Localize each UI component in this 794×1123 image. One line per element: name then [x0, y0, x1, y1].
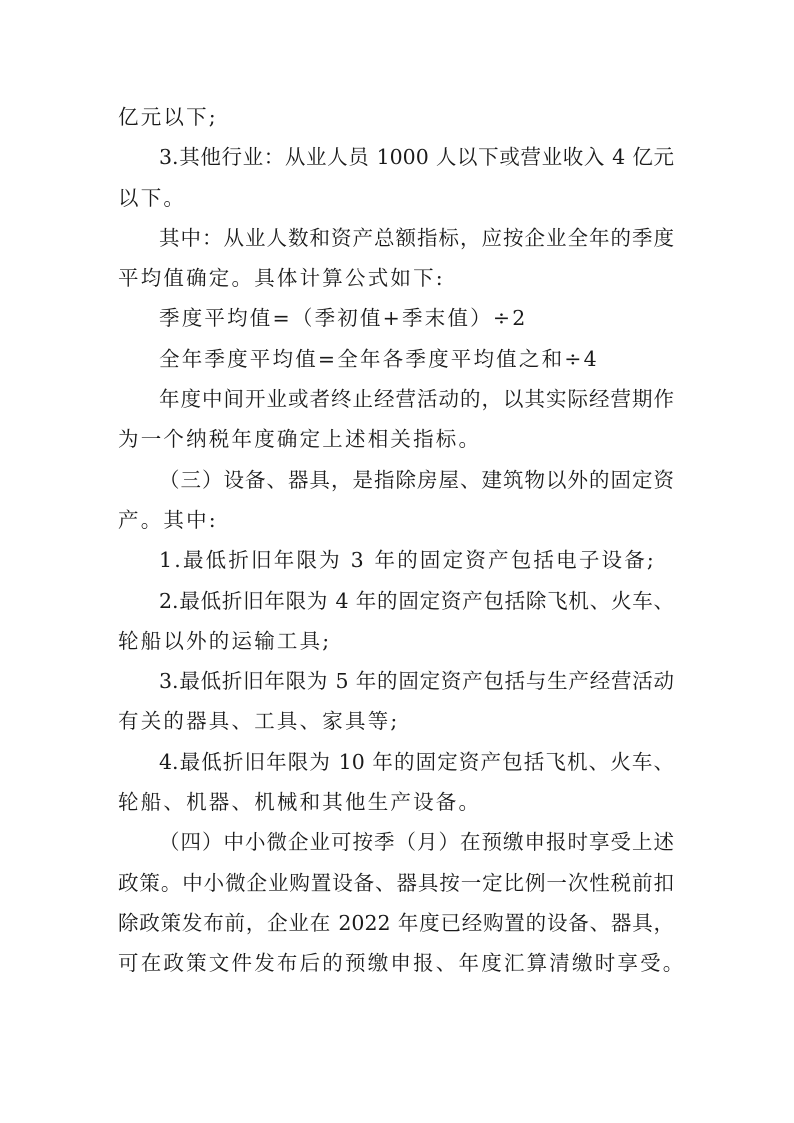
text-line: 其中：从业人数和资产总额指标，应按企业全年的季度	[159, 225, 674, 250]
text-line: 产。其中:	[118, 507, 218, 532]
formula-line: 季度平均值=（季初值+季末值）÷2	[159, 306, 528, 331]
text-line: 以下。	[118, 185, 187, 210]
text-line: 平均值确定。具体计算公式如下:	[118, 266, 445, 291]
section-heading-line: （三）设备、器具，是指除房屋、建筑物以外的固定资	[159, 467, 674, 492]
formula-line: 全年季度平均值=全年各季度平均值之和÷4	[159, 346, 599, 371]
document-page	[118, 100, 686, 987]
list-item-line: 3.最低折旧年限为 5 年的固定资产包括与生产经营活动	[159, 669, 674, 694]
section-heading-line: （四）中小微企业可按季（月）在预缴申报时享受上述	[159, 830, 674, 855]
list-item-line: 4.最低折旧年限为 10 年的固定资产包括飞机、火车、	[159, 749, 674, 774]
text-line: 为一个纳税年度确定上述相关指标。	[118, 427, 482, 452]
list-item-line: 1.最低折旧年限为 3 年的固定资产包括电子设备;	[159, 548, 657, 573]
text-line: 3.其他行业：从业人员 1000 人以下或营业收入 4 亿元	[159, 145, 674, 170]
text-line: 可在政策文件发布后的预缴申报、年度汇算清缴时享受。	[118, 951, 686, 976]
text-line: 轮船以外的运输工具;	[118, 628, 332, 653]
text-line: 亿元以下;	[118, 105, 218, 129]
text-line: 除政策发布前，企业在 2022 年度已经购置的设备、器具，	[118, 910, 674, 935]
text-line: 轮船、机器、机械和其他生产设备。	[118, 790, 482, 815]
text-line: 有关的器具、工具、家具等;	[118, 709, 400, 734]
text-line: 年度中间开业或者终止经营活动的，以其实际经营期作	[159, 387, 674, 412]
list-item-line: 2.最低折旧年限为 4 年的固定资产包括除飞机、火车、	[159, 588, 674, 613]
text-line: 政策。中小微企业购置设备、器具按一定比例一次性税前扣	[118, 870, 674, 895]
